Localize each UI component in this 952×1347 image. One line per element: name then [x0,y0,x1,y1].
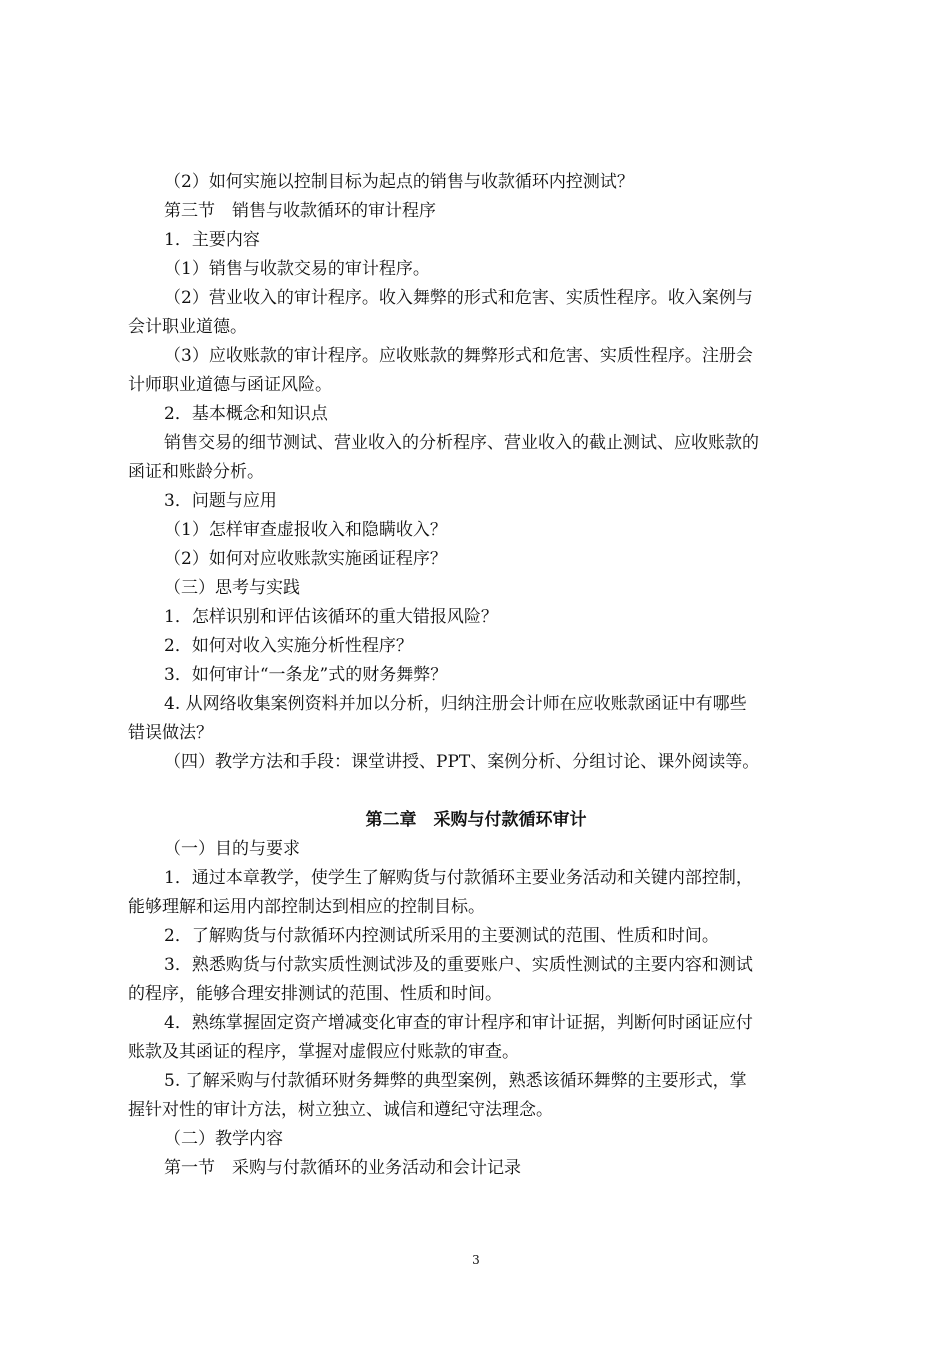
chapter-title: 第二章 采购与付款循环审计 [365,810,587,830]
paragraph-line: 2．基本概念和知识点 [164,404,328,424]
paragraph-line: （3）应收账款的审计程序。应收账款的舞弊形式和危害、实质性程序。注册会 [164,346,753,366]
paragraph-line: （二）教学内容 [164,1129,283,1149]
section-heading: 第一节 采购与付款循环的业务活动和会计记录 [164,1158,521,1178]
paragraph-line: （三）思考与实践 [164,578,300,598]
paragraph-line: 1．通过本章教学，使学生了解购货与付款循环主要业务活动和关键内部控制， [164,868,753,888]
paragraph-line: 2．如何对收入实施分析性程序？ [164,636,413,656]
paragraph-line: （一）目的与要求 [164,839,300,859]
paragraph-line: 错误做法？ [128,723,213,743]
paragraph-line: 4．熟练掌握固定资产增减变化审查的审计程序和审计证据，判断何时函证应付 [164,1013,753,1033]
paragraph-line: 函证和账龄分析。 [128,462,264,482]
paragraph-line: （1）销售与收款交易的审计程序。 [164,259,430,279]
page-number: 3 [472,1253,480,1267]
paragraph-line: （2）营业收入的审计程序。收入舞弊的形式和危害、实质性程序。收入案例与 [164,288,753,308]
section-heading: 第三节 销售与收款循环的审计程序 [164,201,436,221]
paragraph-line: 计师职业道德与函证风险。 [128,375,332,395]
paragraph-line: 能够理解和运用内部控制达到相应的控制目标。 [128,897,485,917]
paragraph-line: （1）怎样审查虚报收入和隐瞒收入？ [164,520,447,540]
paragraph-line: 1．主要内容 [164,230,260,250]
paragraph-line: 3．熟悉购货与付款实质性测试涉及的重要账户、实质性测试的主要内容和测试 [164,955,753,975]
paragraph-line: 3．问题与应用 [164,491,277,511]
paragraph-line: 账款及其函证的程序，掌握对虚假应付账款的审查。 [128,1042,519,1062]
paragraph-line: （2）如何实施以控制目标为起点的销售与收款循环内控测试？ [164,172,634,192]
paragraph-line: 1．怎样识别和评估该循环的重大错报风险？ [164,607,498,627]
paragraph-line: 3．如何审计“一条龙”式的财务舞弊？ [164,665,448,685]
paragraph-line: （四）教学方法和手段：课堂讲授、PPT、案例分析、分组讨论、课外阅读等。 [164,752,760,772]
paragraph-line: 销售交易的细节测试、营业收入的分析程序、营业收入的截止测试、应收账款的 [164,433,759,453]
paragraph-line: 握针对性的审计方法，树立独立、诚信和遵纪守法理念。 [128,1100,553,1120]
paragraph-line: 的程序，能够合理安排测试的范围、性质和时间。 [128,984,502,1004]
paragraph-line: 5. 了解采购与付款循环财务舞弊的典型案例，熟悉该循环舞弊的主要形式，掌 [164,1071,747,1091]
paragraph-line: 会计职业道德。 [128,317,247,337]
paragraph-line: 4. 从网络收集案例资料并加以分析，归纳注册会计师在应收账款函证中有哪些 [164,694,747,714]
paragraph-line: 2．了解购货与付款循环内控测试所采用的主要测试的范围、性质和时间。 [164,926,719,946]
paragraph-line: （2）如何对应收账款实施函证程序？ [164,549,447,569]
